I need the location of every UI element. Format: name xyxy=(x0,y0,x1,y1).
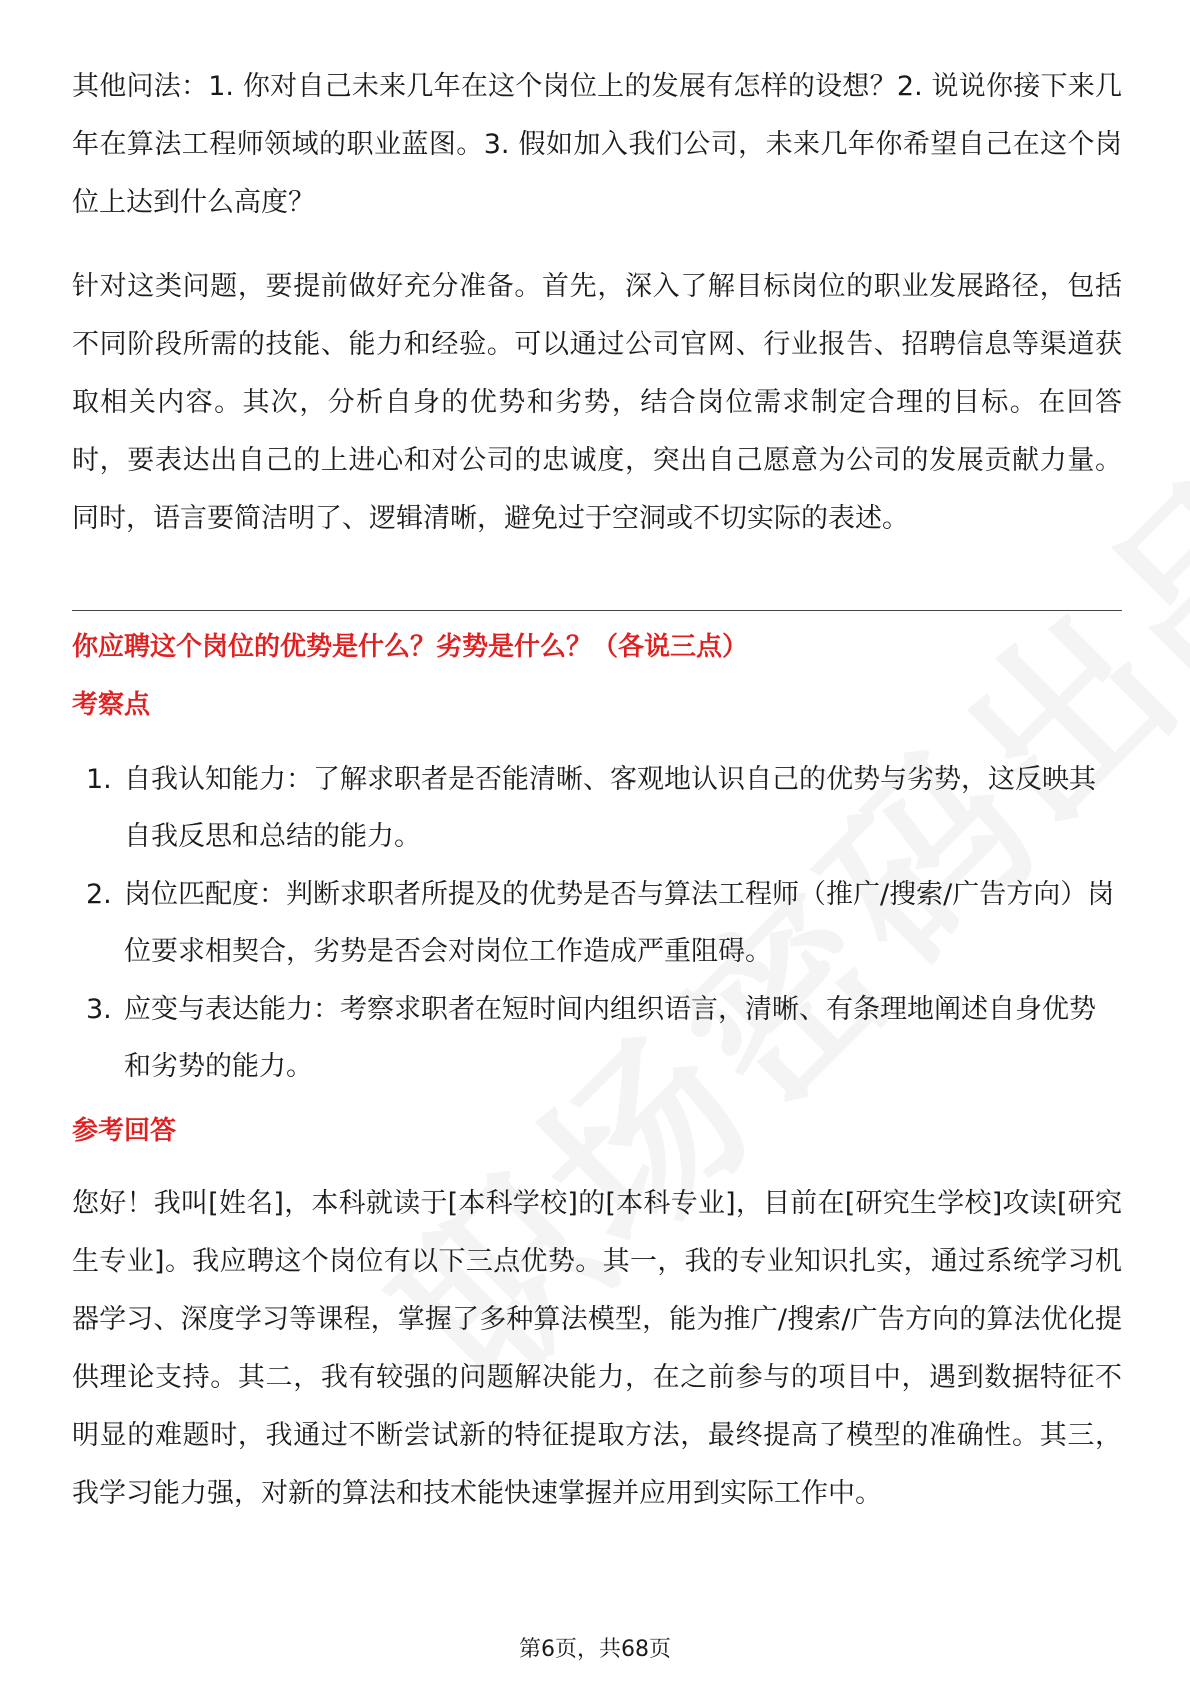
list-item xyxy=(72,751,1122,865)
list-item-text: 应变与表达能力：考察求职者在短时间内组织语言，清晰、有条理地阐述自身优势和劣势的能力。 xyxy=(124,994,1096,1082)
intro-other-questions: 其他问法：1. 你对自己未来几年在这个岗位上的发展有怎样的设想？2. 说说你接下来几年在算法工程师领域的职业蓝图。3. 假如加入我们公司，未来几年你希望自己在这个岗位上达到什么高度？ xyxy=(72,71,1122,218)
document-page xyxy=(72,58,1122,1523)
page-number: 第6页，共68页 xyxy=(519,1637,671,1662)
list-item xyxy=(72,866,1122,980)
list-item-text: 自我认知能力：了解求职者是否能清晰、客观地认识自己的优势与劣势，这反映其自我反思和总结的能力。 xyxy=(124,764,1096,852)
reference-answer-label: 参考回答 xyxy=(72,1116,177,1146)
section-divider xyxy=(72,610,1122,611)
list-item-text: 岗位匹配度：判断求职者所提及的优势是否与算法工程师（推广/搜索/广告方向）岗位要求相契合，劣势是否会对岗位工作造成严重阻碍。 xyxy=(124,879,1115,967)
reference-answer: 您好！我叫[姓名]，本科就读于[本科学校]的[本科专业]，目前在[研究生学校]攻读[研究生专业]。我应聘这个岗位有以下三点优势。其一，我的专业知识扎实，通过系统学习机器学习、深度学习等课程，掌握了多种算法模型，能为推广/搜索/广告方向的算法优化提供理论支持。其二，我有较强的问题解决能力，在之前参与的项目中，遇到数据特征不明显的难题时，我通过不断尝试新的特征提取方法，最终提高了模型的准确性。其三，我学习能力强，对新的算法和技术能快速掌握并应用到实际工作中。 xyxy=(72,1188,1122,1509)
check-points-list xyxy=(72,751,1122,1095)
list-item-number: 1. xyxy=(86,764,112,795)
question-title: 你应聘这个岗位的优势是什么？劣势是什么？（各说三点） xyxy=(72,632,749,662)
check-points-label: 考察点 xyxy=(72,690,151,720)
intro-advice: 针对这类问题，要提前做好充分准备。首先，深入了解目标岗位的职业发展路径，包括不同阶段所需的技能、能力和经验。可以通过公司官网、行业报告、招聘信息等渠道获取相关内容。其次，分析自身的优势和劣势，结合岗位需求制定合理的目标。在回答时，要表达出自己的上进心和对公司的忠诚度，突出自己愿意为公司的发展贡献力量。同时，语言要简洁明了、逻辑清晰，避免过于空洞或不切实际的表述。 xyxy=(72,271,1122,534)
list-item xyxy=(72,981,1122,1095)
list-item-number: 2. xyxy=(86,879,112,910)
list-item-number: 3. xyxy=(86,994,112,1025)
